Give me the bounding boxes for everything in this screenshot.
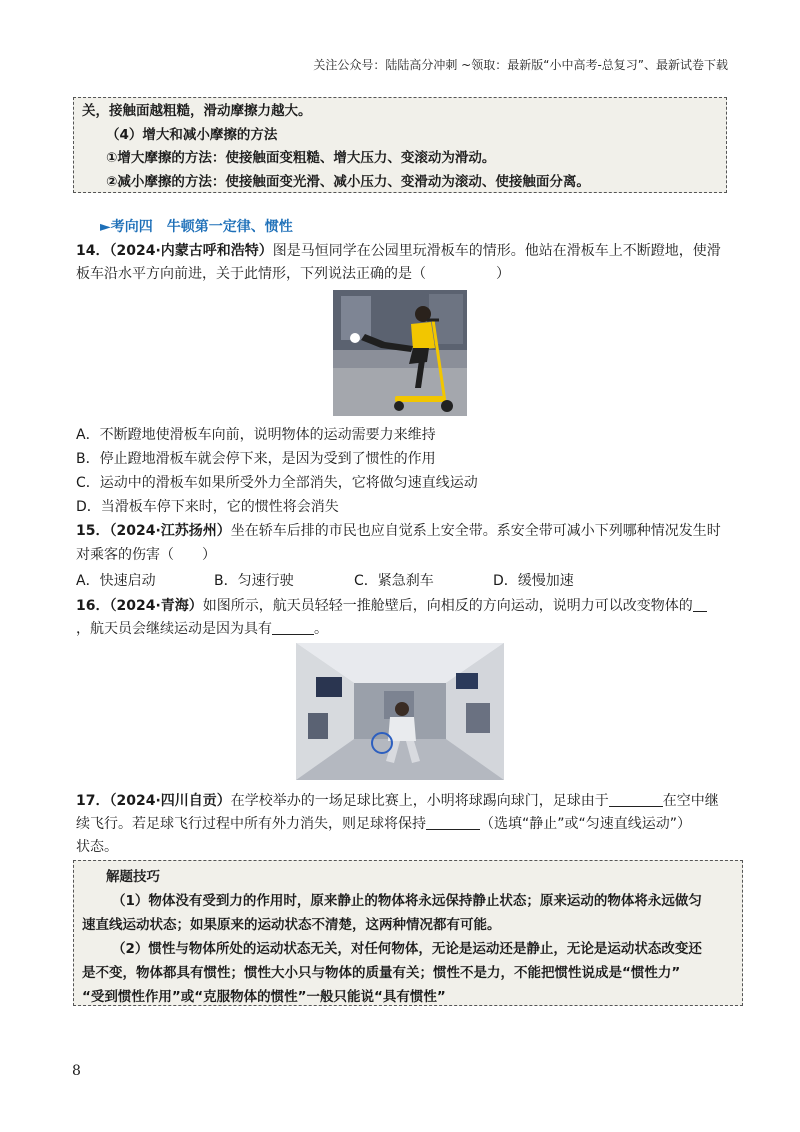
box-line: （4）增大和减小摩擦的方法	[106, 126, 278, 143]
option-b: B．匀速行驶	[214, 573, 294, 589]
question-number: 17．	[76, 793, 110, 809]
question-17	[76, 790, 719, 812]
question-text: 。	[314, 621, 328, 637]
question-text: 续飞行。若足球飞行过程中所有外力消失，则足球将保持	[76, 816, 426, 832]
question-number: 15．	[76, 523, 110, 539]
question-text: （选填“静止”或“匀速直线运动”）	[480, 816, 692, 832]
option-d: D．缓慢加速	[493, 573, 574, 589]
question-text-line	[76, 813, 691, 835]
answer-blank[interactable]	[693, 597, 707, 612]
option-b: B．停止蹬地滑板车就会停下来，是因为受到了惯性的作用	[76, 451, 436, 467]
question-text: 图是马恒同学在公园里玩滑板车的情形。他站在滑板车上不断蹬地，使滑	[272, 243, 721, 259]
option-c: C．运动中的滑板车如果所受外力全部消失，它将做匀速直线运动	[76, 475, 478, 491]
question-16	[76, 595, 707, 617]
tips-box	[73, 860, 743, 1006]
question-15	[76, 520, 721, 542]
option-d: D．当滑板车停下来时，它的惯性将会消失	[76, 499, 339, 515]
question-number: 16．	[76, 598, 110, 614]
scooter-photo	[333, 290, 467, 416]
question-source: （2024·青海）	[109, 598, 203, 614]
answer-blank[interactable]	[426, 815, 480, 830]
question-number: 14．	[76, 243, 110, 259]
question-text: 板车沿水平方向前进，关于此情形，下列说法正确的是（ ）	[76, 266, 510, 282]
tips-title: 解题技巧	[106, 869, 160, 885]
question-text: 坐在轿车后排的市民也应自觉系上安全带。系安全带可减小下列哪种情况发生时	[230, 523, 721, 539]
question-text: 如图所示，航天员轻轻一推舱壁后，向相反的方向运动，说明力可以改变物体的	[202, 598, 693, 614]
question-text: 在空中继	[662, 793, 719, 809]
box-line: ②减小摩擦的方法：使接触面变光滑、减小压力、变滑动为滚动、使接触面分离。	[106, 173, 590, 190]
knowledge-box	[73, 97, 727, 193]
box-line: “受到惯性作用”或“克服物体的惯性”一般只能说“具有惯性”	[82, 989, 446, 1005]
question-source: （2024·内蒙古呼和浩特）	[109, 243, 273, 259]
option-a: A．不断蹬地使滑板车向前，说明物体的运动需要力来维持	[76, 427, 436, 443]
box-line: 速直线运动状态；如果原来的运动状态不清楚，这两种情况都有可能。	[82, 917, 501, 933]
box-line: 关，接触面越粗糙，滑动摩擦力越大。	[82, 103, 312, 119]
question-source: （2024·江苏扬州）	[109, 523, 231, 539]
answer-blank[interactable]	[609, 792, 663, 807]
section-title: ►考向四 牛顿第一定律、惯性	[100, 219, 293, 235]
question-14	[76, 240, 721, 262]
box-line: （2）惯性与物体所处的运动状态无关，对任何物体，无论是运动还是静止，无论是运动状态改变还	[112, 941, 702, 957]
option-a: A．快速启动	[76, 573, 156, 589]
question-source: （2024·四川自贡）	[109, 793, 231, 809]
question-text: ，航天员会继续运动是因为具有	[76, 621, 272, 637]
question-text: 状态。	[76, 839, 118, 855]
box-line: 是不变，物体都具有惯性；惯性大小只与物体的质量有关；惯性不是力，不能把惯性说成是“惯性力”	[82, 965, 681, 981]
q15-options	[76, 570, 574, 592]
box-line: ①增大摩擦的方法：使接触面变粗糙、增大压力、变滚动为滑动。	[106, 150, 496, 166]
page-number: 8	[72, 1063, 81, 1079]
space-station-photo	[296, 643, 504, 780]
box-line: （1）物体没有受到力的作用时，原来静止的物体将永远保持静止状态；原来运动的物体将永远做匀	[112, 893, 702, 909]
question-text: 在学校举办的一场足球比赛上，小明将球踢向球门，足球由于	[230, 793, 609, 809]
page-header: 关注公众号：陆陆高分冲刺 ~领取：最新版“小中高考-总复习”、最新试卷下载	[313, 58, 728, 72]
answer-blank[interactable]	[272, 620, 314, 635]
option-c: C．紧急刹车	[354, 573, 434, 589]
question-text-line	[76, 618, 328, 640]
question-text: 对乘客的伤害（ ）	[76, 547, 216, 563]
